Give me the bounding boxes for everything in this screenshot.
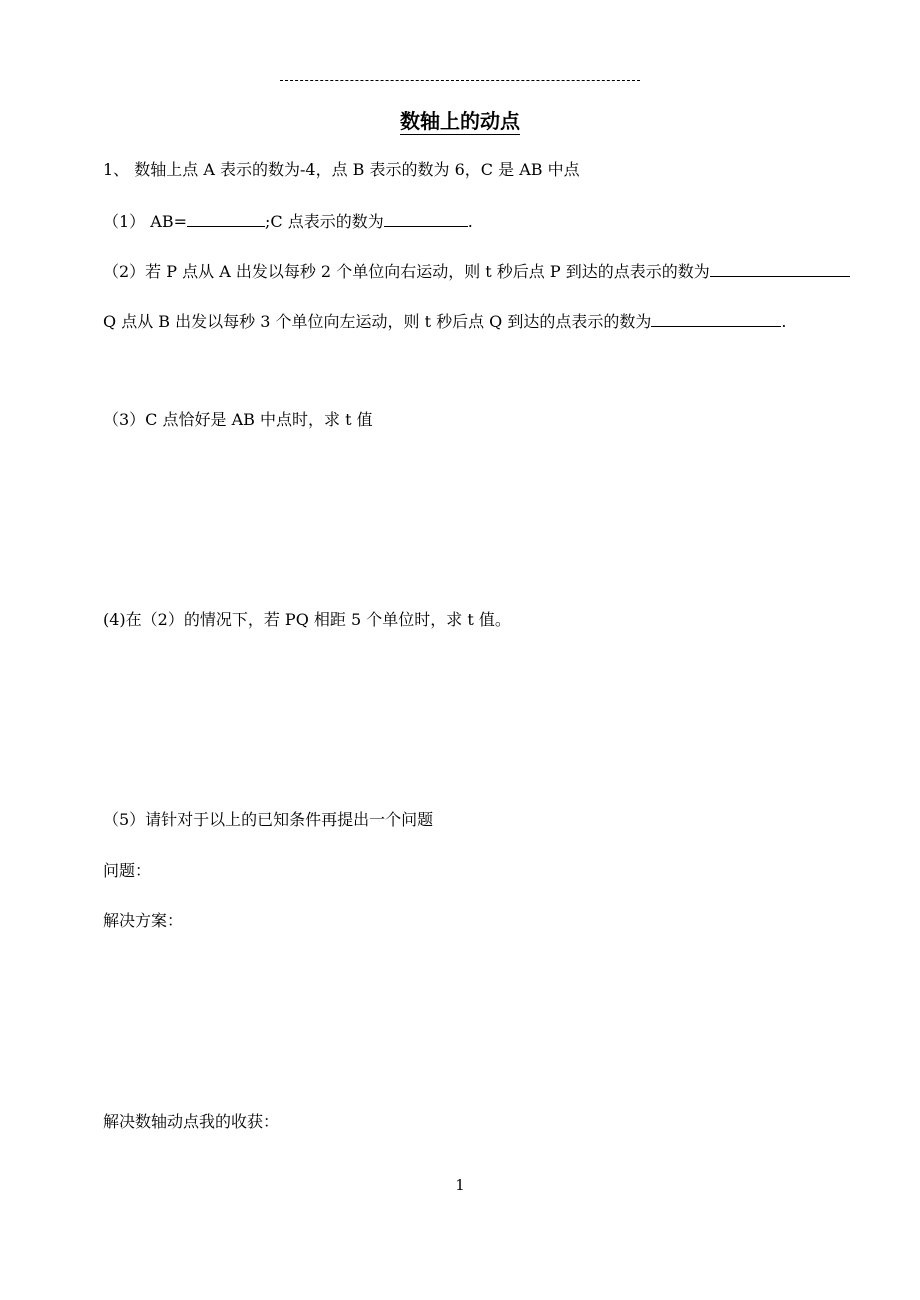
part-3: （3）C 点恰好是 AB 中点时，求 t 值 bbox=[103, 410, 373, 429]
page-number: 1 bbox=[455, 1176, 465, 1194]
part-5: （5）请针对于以上的已知条件再提出一个问题 bbox=[103, 810, 434, 829]
page-title bbox=[0, 108, 920, 134]
c-value-blank[interactable] bbox=[384, 210, 468, 227]
part-2-line-2-text: Q 点从 B 出发以每秒 3 个单位向左运动，则 t 秒后点 Q 到达的点表示的数为 bbox=[103, 312, 652, 331]
part-2-line-1-text: （2）若 P 点从 A 出发以每秒 2 个单位向右运动，则 t 秒后点 P 到达的点表示的数为 bbox=[103, 262, 710, 281]
solution-label: 解决方案： bbox=[103, 911, 184, 930]
part-2-line-1 bbox=[103, 260, 920, 282]
part-1-prefix: （1） AB= bbox=[103, 212, 187, 231]
part-1-mid: ;C 点表示的数为 bbox=[265, 212, 384, 231]
problem-intro: 1、 数轴上点 A 表示的数为-4，点 B 表示的数为 6，C 是 AB 中点 bbox=[103, 160, 580, 179]
part-1-line bbox=[103, 210, 473, 232]
header-dashed-rule bbox=[280, 80, 640, 81]
ab-answer-blank[interactable] bbox=[187, 210, 265, 227]
part-1-end: . bbox=[467, 212, 473, 231]
question-label: 问题： bbox=[103, 861, 152, 880]
part-2-end: . bbox=[781, 312, 787, 331]
q-position-blank[interactable] bbox=[651, 310, 781, 327]
page-title-text: 数轴上的动点 bbox=[400, 109, 520, 133]
part-2-line-2 bbox=[103, 310, 786, 332]
part-4: (4)在（2）的情况下，若 PQ 相距 5 个单位时，求 t 值。 bbox=[103, 610, 511, 629]
gains-label: 解决数轴动点我的收获： bbox=[103, 1112, 280, 1131]
p-position-blank[interactable] bbox=[710, 260, 850, 277]
